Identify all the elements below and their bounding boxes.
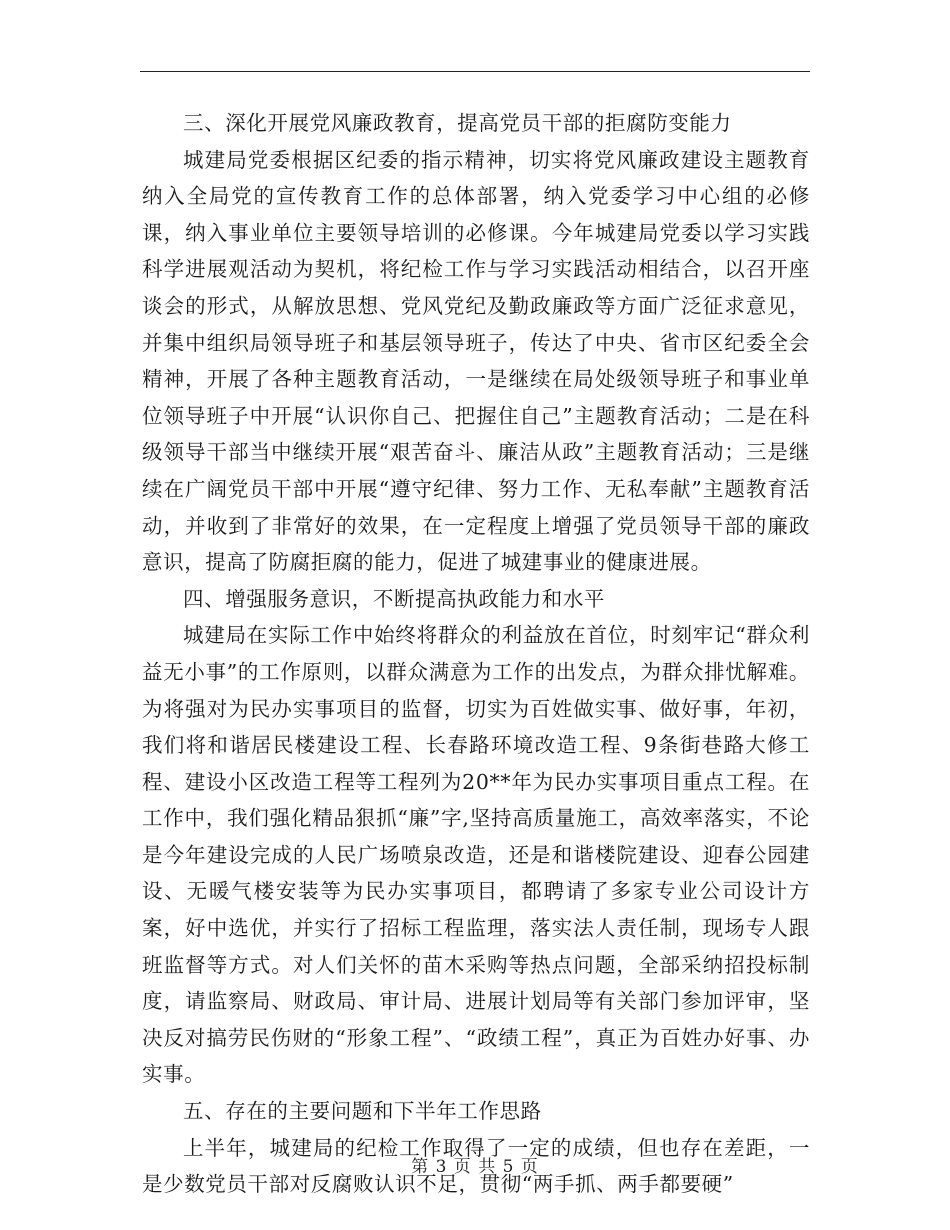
paragraph: 城建局在实际工作中始终将群众的利益放在首位，时刻牢记“群众利益无小事”的工作原则，以群众满意为工作的出发点，为群众排忧解难。为将强对为民办实事项目的监督，切实为百姓做实事、做好事，年初，我们将和谐居民楼建设工程、长春路环境改造工程、9条街巷路大修工程、建设小区改造工程等工程列为20**年为民办实事项目重点工程。在工作中，我们强化精品狠抓“廉”字,坚持高质量施工，高效率落实，不论是今年建设完成的人民广场喷泉改造，还是和谐楼院建设、迎春公园建设、无暖气楼安装等为民办实事项目，都聘请了多家专业公司设计方案，好中选优，并实行了招标工程监理，落实法人责任制，现场专人跟班监督等方式。对人们关怀的苗木采购等热点问题，全部采纳招投标制度，请监察局、财政局、审计局、进展计划局等有关部门参加评审，坚决反对搞劳民伤财的“形象工程”、“政绩工程”，真正为百姓办好事、办实事。 bbox=[142, 623, 810, 1087]
section-heading-5: 五、存在的主要问题和下半年工作思路 bbox=[183, 1099, 542, 1124]
header-rule bbox=[140, 71, 810, 72]
page-number-footer: 第 3 页 共 5 页 bbox=[411, 1157, 539, 1177]
paragraph: 上半年，城建局的纪检工作取得了一定的成绩，但也存在差距，一是少数党员干部对反腐败认识不足，贯彻“两手抓、两手都要硬” bbox=[142, 1135, 810, 1197]
paragraph: 城建局党委根据区纪委的指示精神，切实将党风廉政建设主题教育纳入全局党的宣传教育工作的总体部署，纳入党委学习中心组的必修课，纳入事业单位主要领导培训的必修课。今年城建局党委以学习实践科学进展观活动为契机，将纪检工作与学习实践活动相结合，以召开座谈会的形式，从解放思想、党风党纪及勤政廉政等方面广泛征求意见，并集中组织局领导班子和基层领导班子，传达了中央、省市区纪委全会精神，开展了各种主题教育活动，一是继续在局处级领导班子和事业单位领导班子中开展“认识你自己、把握住自己”主题教育活动；二是在科级领导干部当中继续开展“艰苦奋斗、廉洁从政”主题教育活动；三是继续在广阔党员干部中开展“遵守纪律、努力工作、无私奉献”主题教育活动，并收到了非常好的效果，在一定程度上增强了党员领导干部的廉政意识，提高了防腐拒腐的能力，促进了城建事业的健康进展。 bbox=[142, 147, 810, 575]
section-heading-3: 三、深化开展党风廉政教育，提高党员干部的拒腐防变能力 bbox=[183, 111, 732, 135]
section-heading-4: 四、增强服务意识，不断提高执政能力和水平 bbox=[183, 586, 605, 611]
document-body bbox=[142, 105, 810, 1203]
